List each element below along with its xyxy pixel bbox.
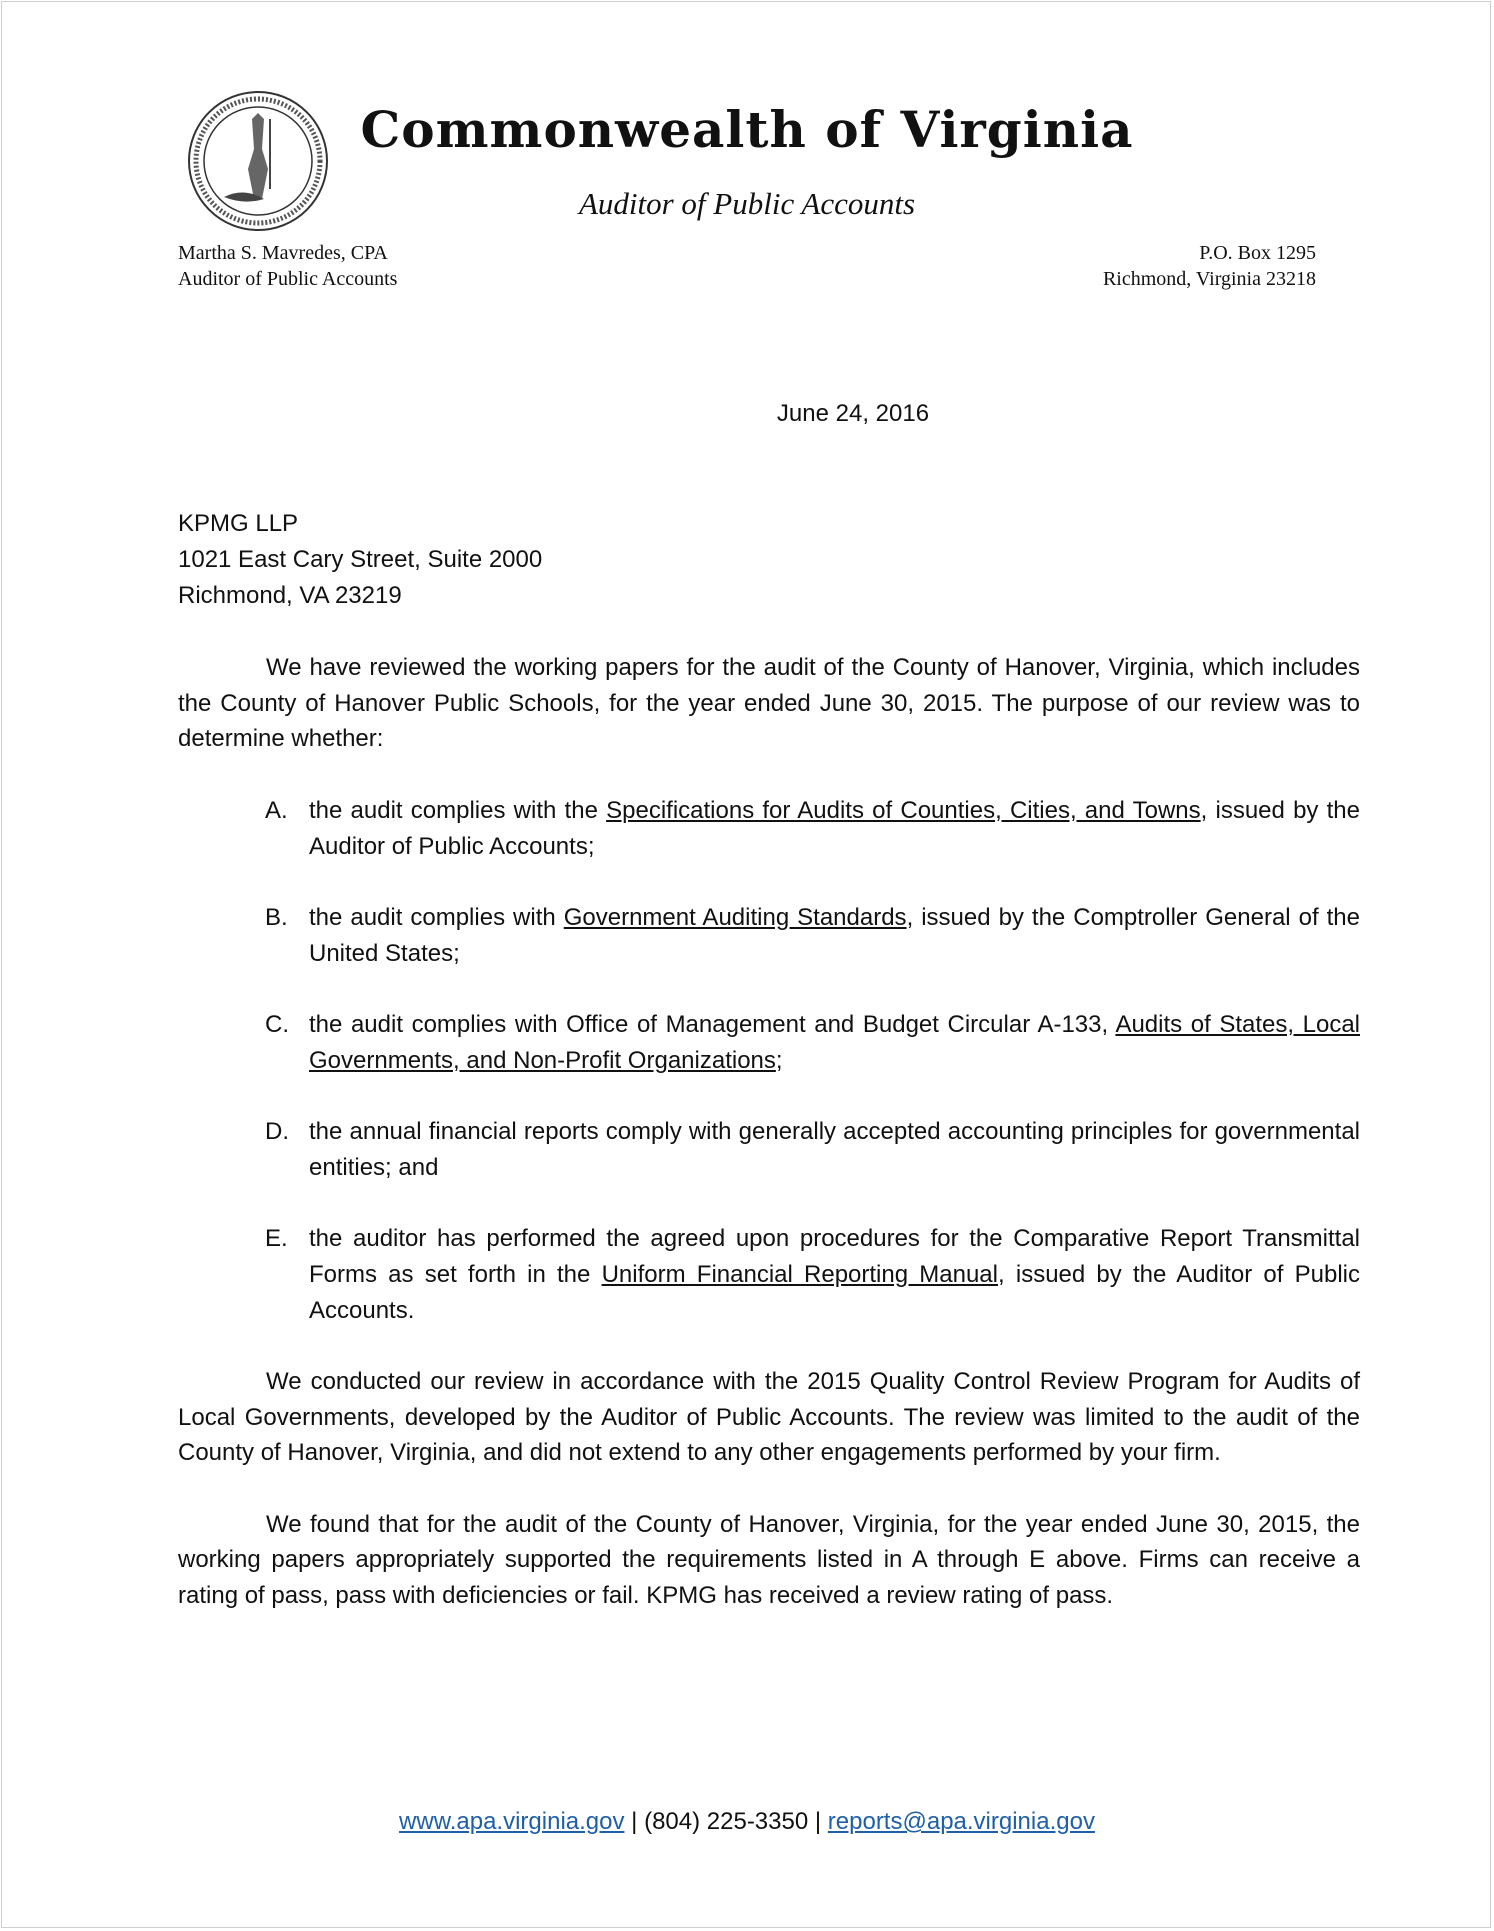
item-text: , issued by the Comptroller General of the United States; — [309, 903, 1360, 967]
list-item — [178, 793, 1360, 864]
recipient-address — [178, 506, 542, 614]
item-text: the annual financial reports comply with generally accepted accounting principles for governmental entities; and — [309, 1118, 1360, 1181]
list-item — [178, 900, 1360, 971]
recipient-line: 1021 East Cary Street, Suite 2000 — [178, 546, 543, 573]
review-paragraph: We conducted our review in accordance with the 2015 Quality Control Review Program for Audits of Local Governments, developed by the Auditor of Public Accounts. The review was limited to the audit of the County of Hanover, Virginia, and did not extend to any other engagements performed by your firm. — [178, 1367, 1360, 1467]
list-item — [178, 1114, 1360, 1185]
footer-contact — [0, 1808, 1494, 1836]
auditor-title: Auditor of Public Accounts — [178, 268, 398, 290]
findings-paragraph: We found that for the audit of the County of Hanover, Virginia, for the year ended June 30, 2015, the working papers appropriately supported the requirements listed in A through E above. Firms can receive a rating of pass, pass with deficiencies or fail. KPMG has received a review rating of pass. — [178, 1510, 1360, 1610]
letterhead-title: Commonwealth of Virginia — [360, 100, 1134, 159]
item-letter: C. — [265, 1010, 289, 1038]
item-text: , issued by the Auditor of Public Accounts. — [309, 1260, 1361, 1324]
letter-body — [178, 650, 1360, 1650]
phone-number: (804) 225-3350 — [644, 1808, 809, 1835]
item-letter: A. — [265, 796, 288, 824]
city-state: Richmond, Virginia 23218 — [1102, 268, 1316, 290]
item-letter: E. — [265, 1225, 288, 1253]
list-item — [178, 1007, 1360, 1078]
letterhead-left — [178, 240, 397, 292]
separator: | — [624, 1808, 645, 1835]
item-letter: D. — [265, 1118, 289, 1146]
recipient-line: KPMG LLP — [178, 510, 299, 537]
intro-paragraph: We have reviewed the working papers for the audit of the County of Hanover, Virginia, which includes the County of Hanover Public Schools, for the year ended June 30, 2015. The purpose of our review was to determine whether: — [178, 654, 1360, 753]
item-reference: Audits of States, Local Governments, and Non-Profit Organizations — [309, 1010, 1360, 1074]
website-link[interactable]: www.apa.virginia.gov — [399, 1808, 625, 1835]
item-text: the audit complies with Office of Management and Budget Circular A-133, — [309, 1010, 1116, 1038]
item-letter: B. — [265, 903, 288, 931]
separator: | — [808, 1808, 828, 1835]
letter-date: June 24, 2016 — [776, 400, 930, 427]
item-text: ; — [775, 1046, 783, 1074]
item-reference: Specifications for Audits of Counties, Cities, and Towns — [606, 796, 1201, 824]
item-reference: Government Auditing Standards — [563, 903, 907, 931]
list-item — [178, 1221, 1360, 1328]
letterhead-right — [1103, 240, 1316, 292]
item-text: the auditor has performed the agreed upon procedures for the Comparative Report Transmittal Forms as set forth in the — [309, 1225, 1360, 1288]
recipient-line: Richmond, VA 23219 — [178, 582, 402, 609]
auditor-name: Martha S. Mavredes, CPA — [178, 242, 388, 264]
letterhead-subtitle: Auditor of Public Accounts — [578, 186, 916, 221]
email-link[interactable]: reports@apa.virginia.gov — [827, 1808, 1095, 1835]
item-text: the audit complies with — [309, 903, 564, 931]
item-reference: Uniform Financial Reporting Manual — [601, 1260, 998, 1288]
item-text: , issued by the Auditor of Public Accounts; — [309, 796, 1360, 860]
item-text: the audit complies with the — [309, 796, 607, 824]
po-box: P.O. Box 1295 — [1199, 242, 1316, 264]
